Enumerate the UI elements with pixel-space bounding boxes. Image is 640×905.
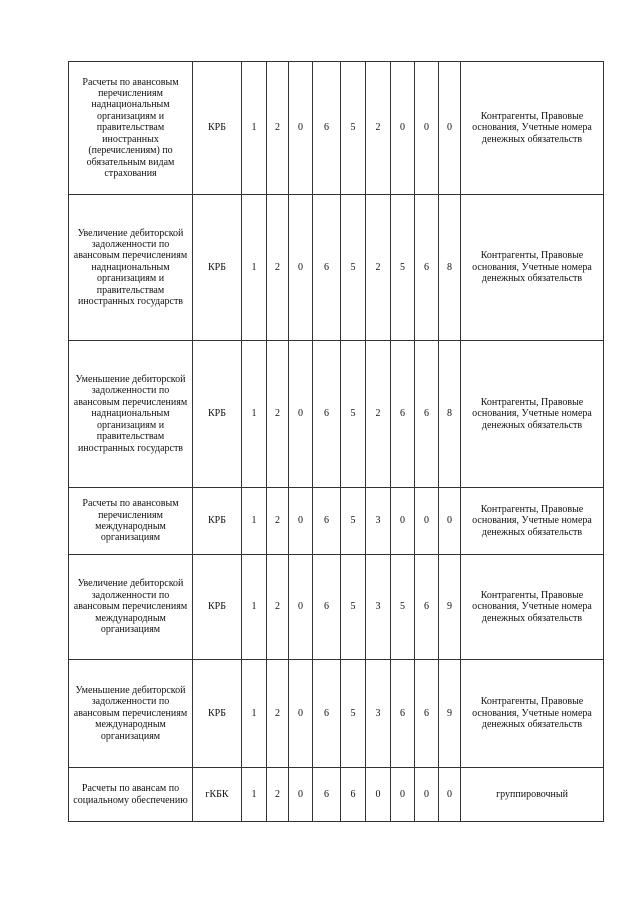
account-digit-cell: 0 <box>289 555 313 660</box>
code-type-cell: КРБ <box>193 195 242 341</box>
account-digit-cell: 6 <box>415 341 439 488</box>
account-digit-cell: 0 <box>415 768 439 822</box>
account-digit-cell: 0 <box>391 62 415 195</box>
table-row <box>69 555 604 660</box>
account-digit-cell: 2 <box>366 62 391 195</box>
account-digit-cell: 9 <box>439 555 461 660</box>
account-digit-cell: 1 <box>242 768 267 822</box>
account-digit-cell: 6 <box>415 660 439 768</box>
code-type-cell: КРБ <box>193 660 242 768</box>
table-body <box>69 62 604 822</box>
account-digit-cell: 5 <box>341 660 366 768</box>
account-name-cell: Расчеты по авансовым перечислениям наднациональным организациям и правительствам иностранных (перечислениям) по обязательным видам страхования <box>69 62 193 195</box>
account-digit-cell: 6 <box>341 768 366 822</box>
table-row <box>69 341 604 488</box>
account-digit-cell: 9 <box>439 660 461 768</box>
account-digit-cell: 6 <box>415 195 439 341</box>
analytics-cell: Контрагенты, Правовые основания, Учетные номера денежных обязательств <box>461 660 604 768</box>
account-digit-cell: 8 <box>439 341 461 488</box>
account-digit-cell: 1 <box>242 555 267 660</box>
account-digit-cell: 0 <box>289 341 313 488</box>
account-digit-cell: 0 <box>289 195 313 341</box>
account-digit-cell: 6 <box>313 768 341 822</box>
table-row <box>69 660 604 768</box>
account-name-cell: Увеличение дебиторской задолженности по авансовым перечислениям наднациональным организациям и правительствам иностранных государств <box>69 195 193 341</box>
account-digit-cell: 2 <box>267 660 289 768</box>
account-digit-cell: 0 <box>391 768 415 822</box>
account-digit-cell: 2 <box>267 195 289 341</box>
table-row <box>69 488 604 555</box>
account-digit-cell: 6 <box>391 341 415 488</box>
code-type-cell: КРБ <box>193 488 242 555</box>
account-digit-cell: 8 <box>439 195 461 341</box>
account-digit-cell: 0 <box>439 768 461 822</box>
account-digit-cell: 6 <box>313 195 341 341</box>
account-digit-cell: 6 <box>391 660 415 768</box>
account-digit-cell: 5 <box>391 555 415 660</box>
account-digit-cell: 2 <box>267 555 289 660</box>
account-digit-cell: 2 <box>267 341 289 488</box>
account-name-cell: Уменьшение дебиторской задолженности по авансовым перечислениям наднациональным организациям и правительствам иностранных государств <box>69 341 193 488</box>
account-digit-cell: 3 <box>366 660 391 768</box>
account-digit-cell: 5 <box>341 62 366 195</box>
account-name-cell: Расчеты по авансовым перечислениям международным организациям <box>69 488 193 555</box>
account-digit-cell: 2 <box>267 768 289 822</box>
account-digit-cell: 6 <box>313 62 341 195</box>
account-digit-cell: 6 <box>313 660 341 768</box>
account-digit-cell: 1 <box>242 660 267 768</box>
account-digit-cell: 1 <box>242 62 267 195</box>
analytics-cell: Контрагенты, Правовые основания, Учетные номера денежных обязательств <box>461 555 604 660</box>
account-digit-cell: 0 <box>289 768 313 822</box>
account-digit-cell: 0 <box>289 62 313 195</box>
analytics-cell: Контрагенты, Правовые основания, Учетные номера денежных обязательств <box>461 488 604 555</box>
account-digit-cell: 5 <box>341 488 366 555</box>
account-digit-cell: 2 <box>366 195 391 341</box>
account-digit-cell: 6 <box>313 555 341 660</box>
analytics-cell: группировочный <box>461 768 604 822</box>
account-digit-cell: 5 <box>341 555 366 660</box>
code-type-cell: гКБК <box>193 768 242 822</box>
account-digit-cell: 6 <box>415 555 439 660</box>
account-digit-cell: 6 <box>313 488 341 555</box>
account-name-cell: Уменьшение дебиторской задолженности по авансовым перечислениям международным организациям <box>69 660 193 768</box>
analytics-cell: Контрагенты, Правовые основания, Учетные номера денежных обязательств <box>461 341 604 488</box>
accounts-table <box>68 61 604 822</box>
account-digit-cell: 0 <box>289 488 313 555</box>
table-row <box>69 768 604 822</box>
account-digit-cell: 2 <box>267 488 289 555</box>
account-digit-cell: 0 <box>366 768 391 822</box>
account-digit-cell: 0 <box>289 660 313 768</box>
code-type-cell: КРБ <box>193 555 242 660</box>
account-digit-cell: 1 <box>242 341 267 488</box>
account-digit-cell: 3 <box>366 555 391 660</box>
account-digit-cell: 3 <box>366 488 391 555</box>
table-row <box>69 195 604 341</box>
account-digit-cell: 1 <box>242 195 267 341</box>
account-digit-cell: 6 <box>313 341 341 488</box>
account-digit-cell: 5 <box>341 341 366 488</box>
account-name-cell: Увеличение дебиторской задолженности по авансовым перечислениям международным организациям <box>69 555 193 660</box>
account-digit-cell: 0 <box>415 488 439 555</box>
account-digit-cell: 5 <box>341 195 366 341</box>
analytics-cell: Контрагенты, Правовые основания, Учетные номера денежных обязательств <box>461 62 604 195</box>
code-type-cell: КРБ <box>193 341 242 488</box>
account-digit-cell: 0 <box>391 488 415 555</box>
code-type-cell: КРБ <box>193 62 242 195</box>
account-digit-cell: 1 <box>242 488 267 555</box>
account-digit-cell: 5 <box>391 195 415 341</box>
account-digit-cell: 0 <box>439 62 461 195</box>
account-digit-cell: 2 <box>366 341 391 488</box>
account-digit-cell: 0 <box>415 62 439 195</box>
table-row <box>69 62 604 195</box>
analytics-cell: Контрагенты, Правовые основания, Учетные номера денежных обязательств <box>461 195 604 341</box>
account-name-cell: Расчеты по авансам по социальному обеспечению <box>69 768 193 822</box>
account-digit-cell: 2 <box>267 62 289 195</box>
account-digit-cell: 0 <box>439 488 461 555</box>
